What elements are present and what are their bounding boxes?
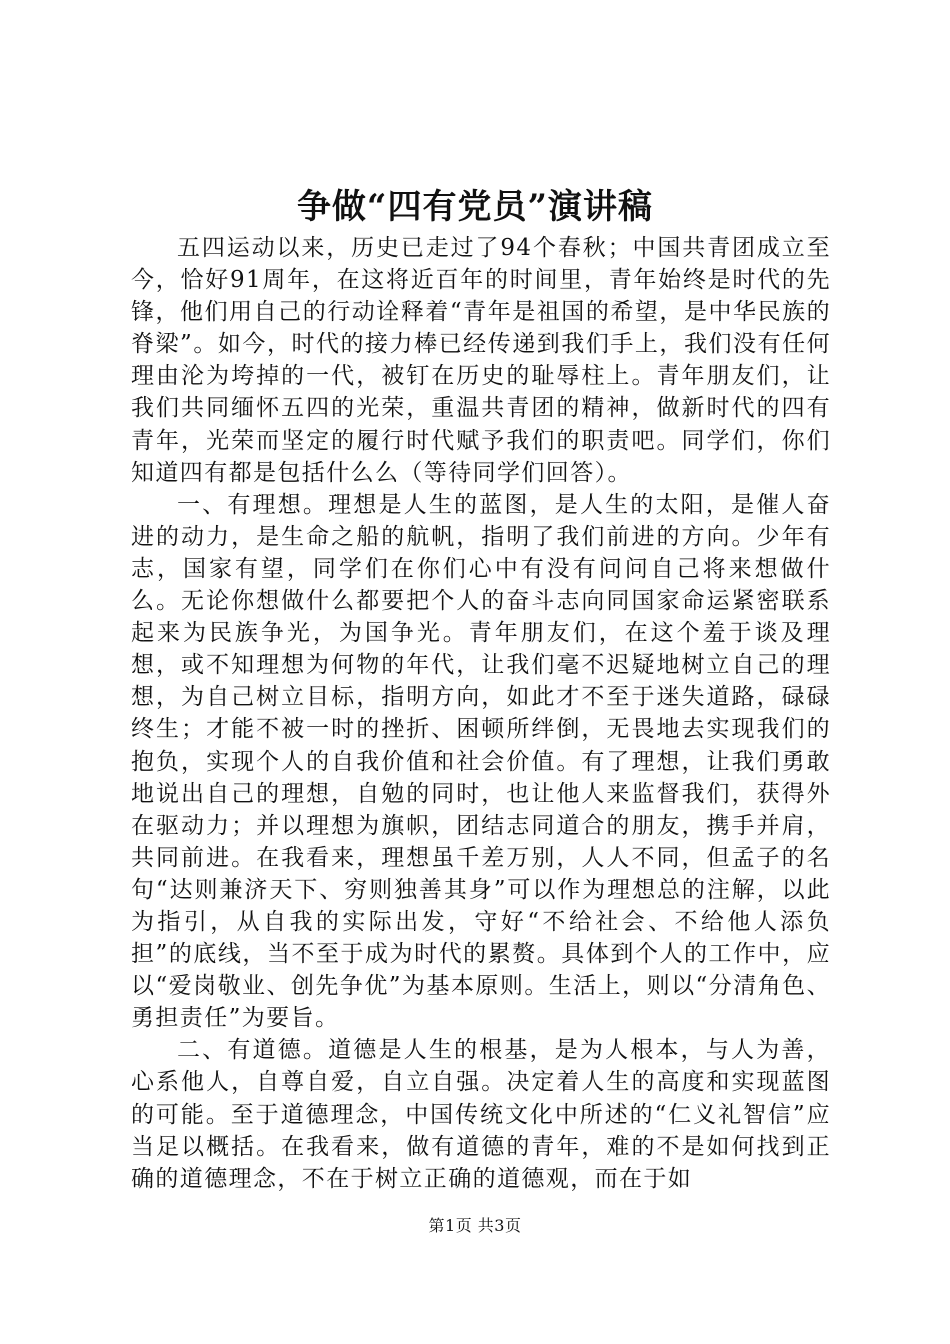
paragraph-morality: 二、有道德。道德是人生的根基，是为人根本，与人为善，心系他人，自尊自爱，自立自强。决定着人生的高度和实现蓝图的可能。至于道德理念，中国传统文化中所述的“仁义礼智信”应当足以概括。在我看来，做有道德的青年，难的不是如何找到正确的道德理念，不在于树立正确的道德观，而在于如 — [131, 1037, 831, 1192]
page-number-footer: 第1页 共3页 — [428, 1216, 522, 1235]
document-body — [131, 232, 831, 1195]
paragraph-ideals: 一、有理想。理想是人生的蓝图，是人生的太阳，是催人奋进的动力，是生命之船的航帆，指明了我们前进的方向。少年有志，国家有望，同学们在你们心中有没有问问自己将来想做什么。无论你想做什么都要把个人的奋斗志向同国家命运紧密联系起来为民族争光，为国争光。青年朋友们，在这个羞于谈及理想，或不知理想为何物的年代，让我们毫不迟疑地树立自己的理想，为自己树立目标，指明方向，如此才不至于迷失道路，碌碌终生；才能不被一时的挫折、困顿所绊倒，无畏地去实现我们的抱负，实现个人的自我价值和社会价值。有了理想，让我们勇敢地说出自己的理想，自勉的同时，也让他人来监督我们，获得外在驱动力；并以理想为旗帜，团结志同道合的朋友，携手并肩，共同前进。在我看来，理想虽千差万别，人人不同，但孟子的名句“达则兼济天下、穷则独善其身”可以作为理想总的注解，以此为指引，从自我的实际出发，守好“不给社会、不给他人添负担”的底线，当不至于成为时代的累赘。具体到个人的工作中，应以“爱岗敬业、创先争优”为基本原则。生活上，则以“分清角色、勇担责任”为要旨。 — [131, 491, 831, 1032]
paragraph-intro: 五四运动以来，历史已走过了94个春秋；中国共青团成立至今，恰好91周年，在这将近百年的时间里，青年始终是时代的先锋，他们用自己的行动诠释着“青年是祖国的希望，是中华民族的脊梁”。如今，时代的接力棒已经传递到我们手上，我们没有任何理由沦为垮掉的一代，被钉在历史的耻辱柱上。青年朋友们，让我们共同缅怀五四的光荣，重温共青团的精神，做新时代的四有青年，光荣而坚定的履行时代赋予我们的职责吧。同学们，你们知道四有都是包括什么么（等待同学们回答）。 — [131, 235, 831, 486]
document-title: 争做“四有党员”演讲稿 — [296, 187, 654, 227]
